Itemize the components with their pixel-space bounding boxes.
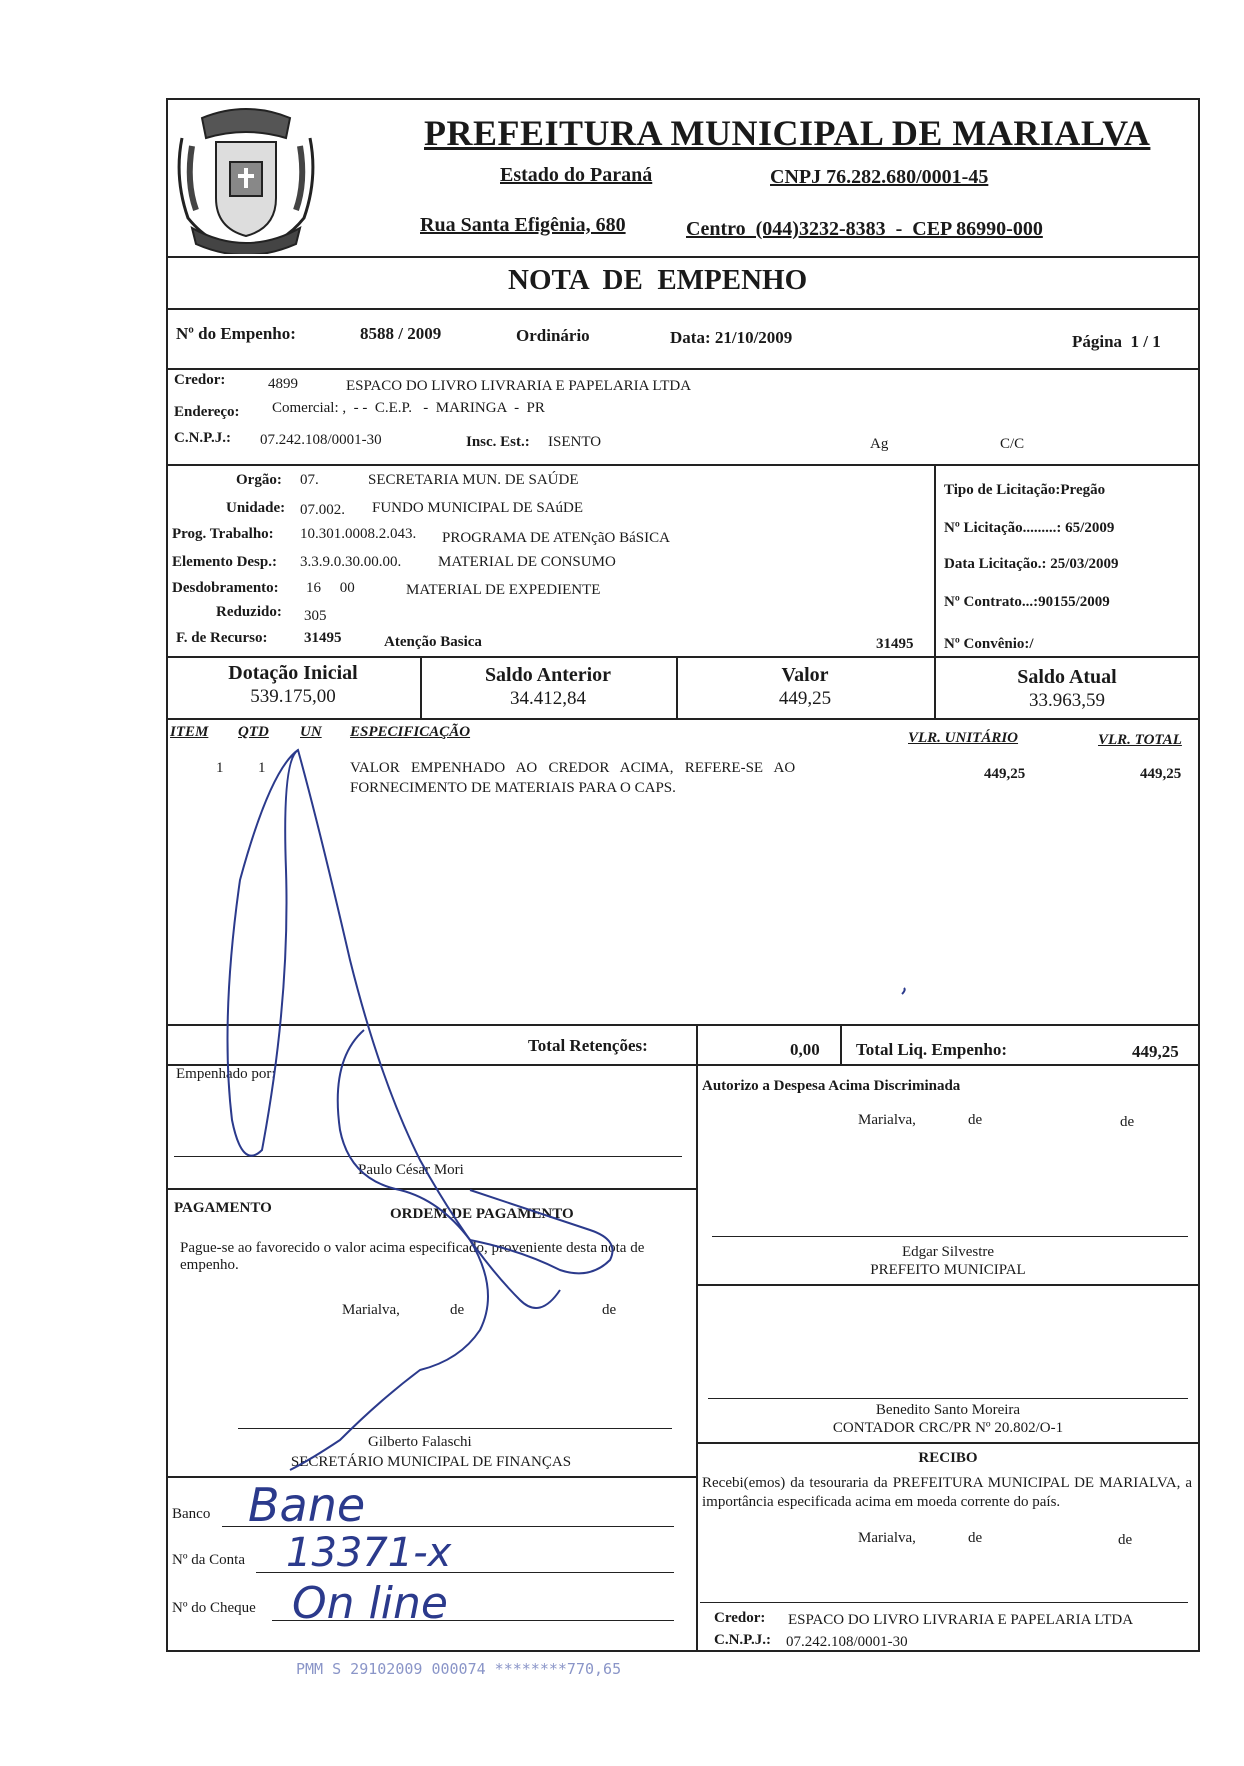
recibo-place: Marialva, [858,1530,916,1546]
item-unit-value: 449,25 [984,766,1026,782]
total-liquido-label: Total Liq. Empenho: [856,1040,1007,1059]
conta-handwritten: 13371-x [286,1530,452,1576]
recibo-text: Recebi(emos) da tesouraria da PREFEITURA MUNICIPAL DE MARIALVA, a importância especificada acima em moeda corrente do país. [702,1475,1192,1510]
item-spec-line2: FORNECIMENTO DE MATERIAIS PARA O CAPS. [350,780,676,796]
dotacao-inicial-label: Dotação Inicial [228,662,358,684]
prefeito-name: Edgar Silvestre [901,1244,995,1260]
autorizo-de-2: de [1120,1114,1135,1130]
col-header-un: UN [300,724,322,740]
elemento-code: 3.3.9.0.30.00.00. [300,554,402,570]
recibo-credor-label: Credor: [714,1610,766,1626]
agencia-label: Ag [870,436,889,452]
empenho-type: Ordinário [516,326,590,345]
col-header-especificacao: ESPECIFICAÇÃO [350,724,471,740]
numero-convenio: Nº Convênio:/ [944,636,1034,652]
unidade-label: Unidade: [226,500,286,516]
empenho-number: 8588 / 2009 [360,324,442,343]
org-name: PREFEITURA MUNICIPAL DE MARIALVA [424,113,1151,153]
saldo-anterior-value: 34.412,84 [510,688,586,709]
recibo-de-1: de [968,1530,983,1546]
prog-trabalho-label: Prog. Trabalho: [172,526,274,542]
orgao-code: 07. [300,472,319,488]
empenho-number-label: Nº do Empenho: [176,324,296,343]
state-name: Estado do Paraná [500,164,653,186]
empenho-date: Data: 21/10/2009 [670,328,793,347]
unidade-code: 07.002. [300,502,345,518]
desdobramento-code: 16 00 [306,580,355,596]
payment-stamp: PMM S 29102009 000074 ********770,65 [296,1660,622,1678]
orgao-name: SECRETARIA MUN. DE SAÚDE [368,472,579,488]
conta-label: Nº da Conta [172,1552,245,1568]
conta-corrente-label: C/C [1000,436,1025,452]
item-qtd: 1 [258,760,266,776]
elemento-label: Elemento Desp.: [172,554,277,570]
total-retencoes-label: Total Retenções: [528,1036,648,1055]
contador-name: Benedito Santo Moreira [875,1402,1021,1418]
saldo-atual-label: Saldo Atual [1017,666,1117,688]
desdobramento-name: MATERIAL DE EXPEDIENTE [406,582,601,598]
saldo-atual-value: 33.963,59 [1029,690,1105,711]
credor-address: Comercial: , - - C.E.P. - MARINGA - PR [272,400,545,416]
autorizo-place: Marialva, [858,1112,916,1128]
prefeito-title: PREFEITO MUNICIPAL [870,1262,1026,1278]
contador-title: CONTADOR CRC/PR Nº 20.802/O-1 [832,1420,1064,1436]
autorizo-text: Autorizo a Despesa Acima Discriminada [702,1078,961,1094]
orgao-label: Orgão: [236,472,282,488]
col-header-qtd: QTD [238,724,269,740]
col-header-item: ITEM [170,724,209,740]
prog-trabalho-name: PROGRAMA DE ATENçãO BáSICA [442,530,670,546]
fonte-recurso-label: F. de Recurso: [176,630,268,646]
numero-licitacao: Nº Licitação.........: 65/2009 [944,520,1115,536]
item-spec-line1: VALOR EMPENHADO AO CREDOR ACIMA, REFERE-SE AO [350,760,796,776]
credor-cnpj: 07.242.108/0001-30 [260,432,382,448]
recibo-cnpj: 07.242.108/0001-30 [786,1634,908,1650]
recibo-credor-name: ESPACO DO LIVRO LIVRARIA E PAPELARIA LTDA [788,1612,1134,1628]
page-number: Página 1 / 1 [1072,332,1161,351]
credor-code: 4899 [268,376,298,392]
total-retencoes-value: 0,00 [790,1040,820,1059]
recibo-cnpj-label: C.N.P.J.: [714,1632,771,1648]
secretario-name: Gilberto Falaschi [368,1434,472,1450]
pagamento-title: PAGAMENTO [174,1200,272,1216]
cnpj-label: C.N.P.J.: [174,430,231,446]
desdobramento-label: Desdobramento: [172,580,279,596]
empenhado-por-label: Empenhado por: [176,1066,276,1082]
pagamento-de-2: de [602,1302,617,1318]
item-total-value: 449,25 [1140,766,1182,782]
col-header-vlr-unitario: VLR. UNITÁRIO [908,730,1019,746]
autorizo-de-1: de [968,1112,983,1128]
recibo-de-2: de [1118,1532,1133,1548]
fonte-recurso-name: Atenção Basica [384,634,482,650]
insc-label: Insc. Est.: [466,434,530,450]
document-title: NOTA DE EMPENHO [508,264,808,296]
credor-label: Credor: [174,372,226,388]
pagamento-text: Pague-se ao favorecido o valor acima especificado, proveniente desta nota de empenho. [180,1240,645,1273]
org-address-contact: Centro (044)3232-8383 - CEP 86990-000 [686,218,1043,240]
saldo-anterior-label: Saldo Anterior [484,664,612,686]
item-number: 1 [216,760,224,776]
reduzido-value: 305 [304,608,327,624]
empenhado-por-name: Paulo César Mori [358,1162,464,1178]
endereco-label: Endereço: [174,404,240,420]
banco-label: Banco [172,1506,211,1522]
org-address: Rua Santa Efigênia, 680 [420,214,626,236]
dotacao-inicial-value: 539.175,00 [250,686,336,707]
valor-label: Valor [781,664,829,686]
valor-value: 449,25 [778,688,832,709]
recibo-title: RECIBO [918,1450,978,1466]
secretario-title: SECRETÁRIO MUNICIPAL DE FINANÇAS [290,1454,572,1470]
reduzido-label: Reduzido: [216,604,282,620]
fonte-recurso-number: 31495 [876,636,914,652]
numero-contrato: Nº Contrato...:90155/2009 [944,594,1110,610]
pagamento-place: Marialva, [342,1302,400,1318]
elemento-name: MATERIAL DE CONSUMO [438,554,616,570]
fonte-recurso-code: 31495 [304,630,342,646]
cheque-handwritten: On line [292,1578,448,1629]
cheque-label: Nº do Cheque [172,1600,256,1616]
col-header-vlr-total: VLR. TOTAL [1098,732,1182,748]
total-liquido-value: 449,25 [1132,1042,1179,1061]
ordem-pagamento-title: ORDEM DE PAGAMENTO [390,1206,574,1222]
pagamento-de-1: de [450,1302,465,1318]
data-licitacao: Data Licitação.: 25/03/2009 [944,556,1119,572]
banco-handwritten: Bane [248,1478,366,1532]
unidade-name: FUNDO MUNICIPAL DE SAúDE [372,500,583,516]
prog-trabalho-code: 10.301.0008.2.043. [300,526,417,542]
tipo-licitacao: Tipo de Licitação:Pregão [944,482,1106,498]
org-cnpj: CNPJ 76.282.680/0001-45 [770,166,989,188]
credor-insc: ISENTO [548,434,602,450]
credor-name: ESPACO DO LIVRO LIVRARIA E PAPELARIA LTDA [346,378,692,394]
